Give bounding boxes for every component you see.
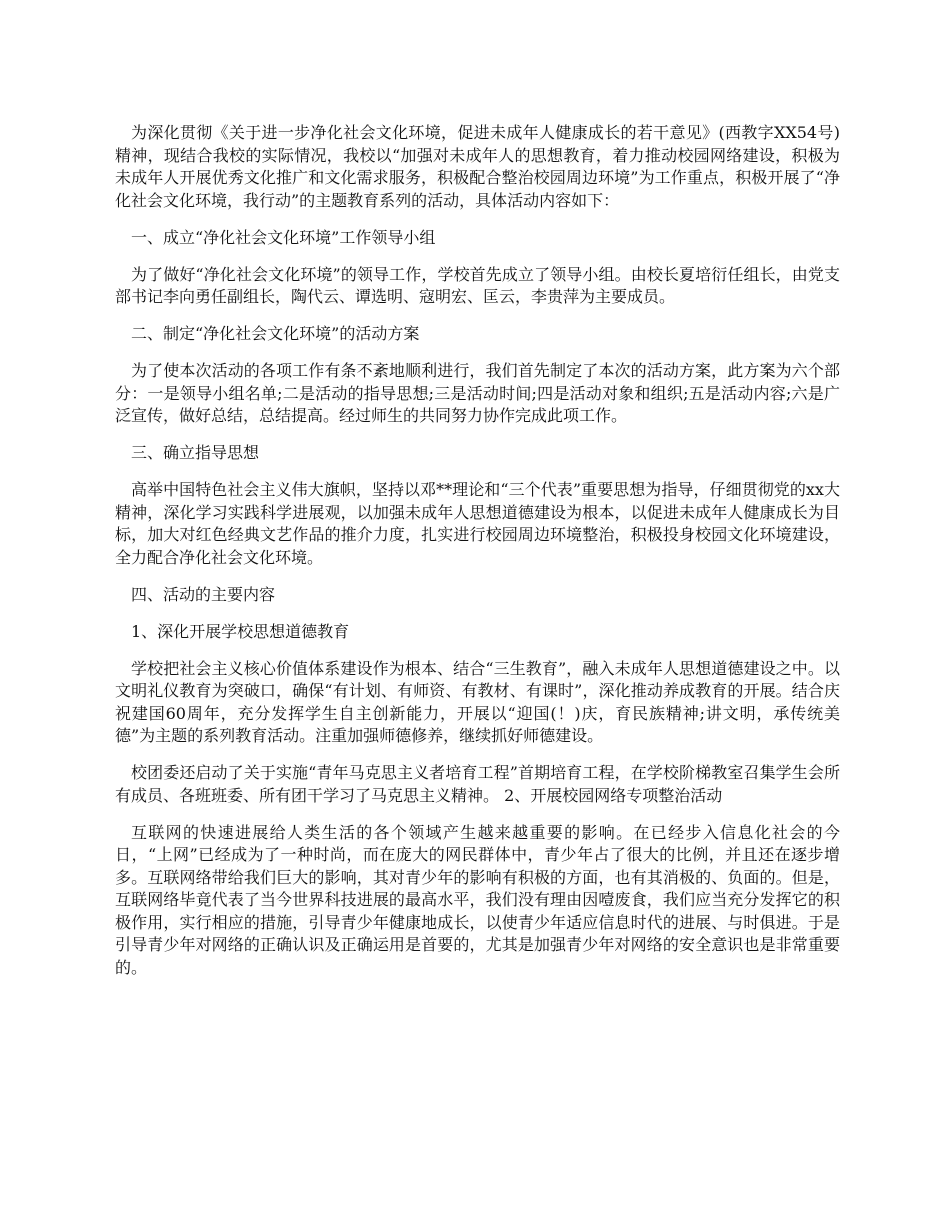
plan-paragraph: 为了使本次活动的各项工作有条不紊地顺利进行，我们首先制定了本次的活动方案，此方案为六个部分：一是领导小组名单;二是活动的指导思想;三是活动时间;四是活动对象和组织;五是活动内容;六是广泛宣传，做好总结，总结提高。经过师生的共同努力协作完成此项工作。	[115, 361, 840, 425]
section-heading-2: 二、制定“净化社会文化环境”的活动方案	[131, 324, 420, 343]
section-heading-4: 四、活动的主要内容	[131, 584, 276, 604]
guiding-thought-paragraph: 高举中国特色社会主义伟大旗帜，坚持以邓**理论和“三个代表”重要思想为指导，仔细贯彻党的xx大精神，深化学习实践科学进展观，以加强未成年人思想道德建设为根本，以促进未成年人健康成长为目标，加大对红色经典文艺作品的推介力度，扎实进行校园周边环境整治，积极投身校园文化环境建设，全力配合净化社会文化环境。	[115, 480, 840, 567]
document-page	[115, 122, 840, 994]
section-heading-1: 一、成立“净化社会文化环境”工作领导小组	[131, 227, 436, 247]
subsection-heading-1: 1、深化开展学校思想道德教育	[131, 621, 350, 641]
internet-paragraph: 互联网的快速进展给人类生活的各个领域产生越来越重要的影响。在已经步入信息化社会的今日，“上网”已经成为了一种时尚，而在庞大的网民群体中，青少年占了很大的比例，并且还在逐步增多。互联网络带给我们巨大的影响，其对青少年的影响有积极的方面，也有其消极的、负面的。但是，互联网络毕竟代表了当今世界科技进展的最高水平，我们没有理由因噎废食，我们应当充分发挥它的积极作用，实行相应的措施，引导青少年健康地成长，以使青少年适应信息时代的进展、与时俱进。于是引导青少年对网络的正确认识及正确运用是首要的，尤其是加强青少年对网络的安全意识也是非常重要的。	[115, 822, 840, 977]
section-heading-3: 三、确立指导思想	[131, 443, 260, 462]
leadership-paragraph: 为了做好“净化社会文化环境”的领导工作，学校首先成立了领导小组。由校长夏培衍任组长，由党支部书记李向勇任副组长，陶代云、谭选明、寇明宏、匡云，李贵萍为主要成员。	[115, 264, 840, 306]
intro-paragraph: 为深化贯彻《关于进一步净化社会文化环境，促进未成年人健康成长的若干意见》(西教字XX54号)精神，现结合我校的实际情况，我校以“加强对未成年人的思想教育，着力推动校园网络建设，积极为未成年人开展优秀文化推广和文化需求服务，积极配合整治校园周边环境”为工作重点，积极开展了“净化社会文化环境，我行动”的主题教育系列的活动，具体活动内容如下：	[115, 123, 840, 210]
moral-education-paragraph: 学校把社会主义核心价值体系建设作为根本、结合“三生教育”，融入未成年人思想道德建设之中。以文明礼仪教育为突破口，确保“有计划、有师资、有教材、有课时”，深化推动养成教育的开展。结合庆祝建国60周年，充分发挥学生自主创新能力，开展以“迎国(！)庆，育民族精神;讲文明，承传统美德”为主题的系列教育活动。注重加强师德修养，继续抓好师德建设。	[115, 658, 840, 745]
youth-league-paragraph: 校团委还启动了关于实施“青年马克思主义者培育工程”首期培育工程，在学校阶梯教室召集学生会所有成员、各班班委、所有团干学习了马克思主义精神。 2、开展校园网络专项整治活动	[115, 763, 840, 805]
